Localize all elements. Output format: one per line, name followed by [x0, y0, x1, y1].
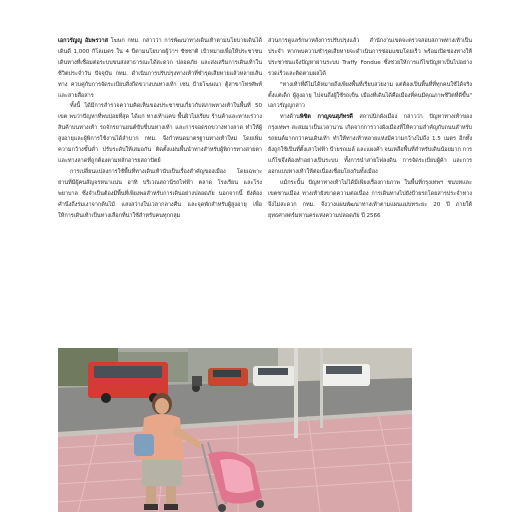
paragraph: การเปลี่ยนแปลงการใช้พื้นที่ทางเดินเท้านับเป็นเรื่องสำคัญของเมือง โดยเฉพาะย่านที่มีผู้คนสัญจรหนาแน่น อาทิ บริเวณสถานีรถไฟฟ้า ตลาด โรงเรียน และโรงพยาบาล ซึ่งจำเป็นต้องมีพื้นที่เพียงพอสำหรับการเดินอย่างปลอดภัย นอกจากนี้ ยังต้องคำนึงถึงร่มเงาจากต้นไม้ แสงสว่างในเวลากลางคืน และจุดพักสำหรับผู้สูงอายุ เพื่อให้การเดินเท้าเป็นทางเลือกที่น่าใช้สำหรับคนทุกกลุ่ม: [58, 168, 262, 219]
article-column-right: [268, 36, 472, 372]
paragraph: ทั้งนี้ ได้มีการสำรวจความคิดเห็นของประชาชนเกี่ยวกับสภาพทางเท้าในพื้นที่ 50 เขต พบว่าปัญหาที่พบบ่อยที่สุด ได้แก่ ทางเท้าแคบ พื้นผิวไม่เรียบ ร้านค้าและหาบเร่วางสินค้าบนทางเท้า รถจักรยานยนต์ขับขี่บนทางเท้า และการจอดรถขวางทางลาด ทำให้ผู้สูงอายุและผู้พิการใช้งานได้ลำบาก กทม. จึงกำหนดมาตรฐานทางเท้าใหม่ โดยเพิ่มความกว้างขั้นต่ำ ปรับระดับให้เสมอกัน ติดตั้งแผ่นพื้นนำทางสำหรับผู้พิการทางสายตา และทางลาดที่ถูกต้องตามหลักอารยสถาปัตย์: [58, 103, 262, 164]
speaker-name: เอกวรัญญู อัมพรวาส: [58, 38, 108, 44]
article-photo: [58, 348, 412, 512]
paragraph: แม้กระนั้น ปัญหาทางเท้าไม่ได้มีเพียงเรื่องกายภาพ ในพื้นที่กรุงเทพฯ ชนบทและเขตชานเมือง ทางเท้ายังขาดความต่อเนื่อง การเดินทางไปยังป้ายรถโดยสารประจำทางจึงไม่สะดวก กทม. จึงวางแผนพัฒนาทางเท้าตามแผนแม่บทระยะ 20 ปี ภายใต้ยุทธศาสตร์มหานครแห่งความปลอดภัย ปี 2566: [268, 179, 472, 219]
paragraph-text: สถาปนิกผังเมือง กล่าวว่า ปัญหาทางเท้าของกรุงเทพฯ สะสมมาเป็นเวลานาน เกิดจากการวางผังเมืองที่ให้ความสำคัญกับถนนสำหรับรถยนต์มากกว่าคนเดินเท้า ทำให้ทางเท้าหลายแห่งมีความกว้างไม่ถึง 1.5 เมตร อีกทั้งยังถูกใช้เป็นที่ตั้งเสาไฟฟ้า ป้ายรถเมล์ และแผงค้า จนเหลือพื้นที่สำหรับเดินน้อยมาก การแก้ไขจึงต้องทำอย่างเป็นระบบ ทั้งการนำสายไฟลงดิน การจัดระเบียบผู้ค้า และการออกแบบทางเท้าให้ต่อเนื่องเชื่อมโยงกันทั้งเมือง: [268, 114, 472, 175]
article-column-left: [58, 36, 262, 344]
speaker-name: พิชิต กาญจนสุภัทรดี: [299, 114, 353, 121]
paragraph-text: โฆษก กทม. กล่าวว่า การพัฒนาทางเดินเท้าตามนโยบายเดินได้เดินดี 1,000 กิโลเมตร ใน 4 ปีตามนโยบายผู้ว่าฯ ชัชชาติ เป้าหมายเพื่อให้ประชาชนเดินทางที่เชื่อมต่อระบบขนส่งสาธารณะได้สะดวก ปลอดภัย และส่งเสริมการเดินเท้าในชีวิตประจำวัน ปัจจุบัน กทม. ดำเนินการปรับปรุงทางเท้าที่ชำรุดเสียหายแล้วหลายเส้นทาง ควบคู่กับการจัดระเบียบสิ่งกีดขวางบนทางเท้า เช่น ป้ายโฆษณา ตู้สาขาโทรศัพท์ และสายสื่อสาร: [58, 38, 262, 99]
paragraph-text: ทางด้าน: [280, 114, 300, 121]
street-scene-image: [58, 348, 412, 512]
paragraph: [58, 36, 262, 101]
paragraph: ส่วนการดูแลรักษาหลังการปรับปรุงแล้ว สำนักงานเขตจะตรวจสอบสภาพทางเท้าเป็นประจำ หากพบความชำรุดเสียหายจะดำเนินการซ่อมแซมโดยเร็ว พร้อมเปิดช่องทางให้ประชาชนแจ้งปัญหาผ่านระบบ Traffy Fondue ซึ่งช่วยให้การแก้ไขปัญหาเป็นไปอย่างรวดเร็วและติดตามผลได้: [268, 38, 472, 77]
paragraph: [268, 112, 472, 177]
quote-paragraph: "ทางเท้าที่ดีไม่ได้หมายถึงเพียงพื้นที่เรียบสวยงาม แต่ต้องเป็นพื้นที่ที่ทุกคนใช้ได้จริง ตั้งแต่เด็ก ผู้สูงอายุ ไปจนถึงผู้ใช้รถเข็น เมืองที่เดินได้คือเมืองที่คนมีคุณภาพชีวิตที่ดีขึ้น" เอกวรัญญูกล่าว: [268, 81, 472, 110]
